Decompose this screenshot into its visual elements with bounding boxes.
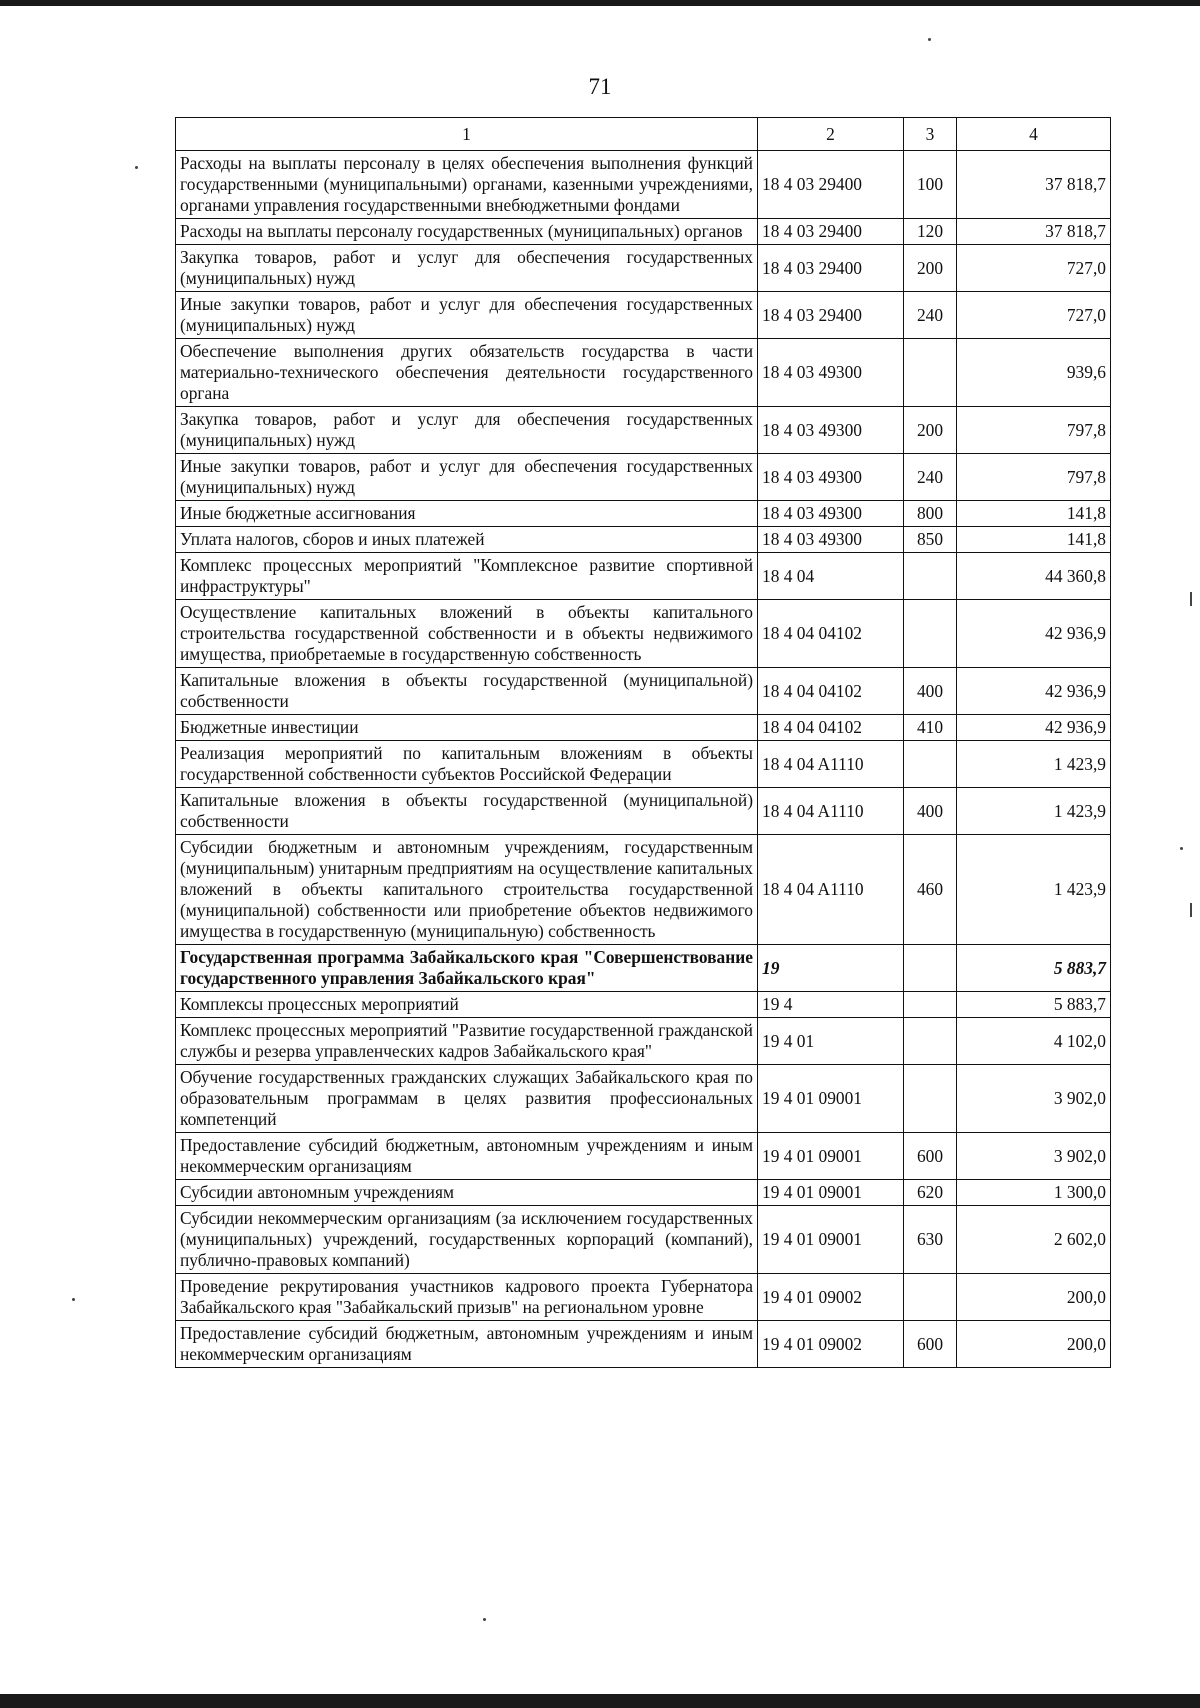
table-row: [176, 788, 1111, 835]
row-sum-cell: 797,8: [957, 407, 1111, 454]
table-row: [176, 407, 1111, 454]
table-row: [176, 1180, 1111, 1206]
row-sum-cell: 3 902,0: [957, 1133, 1111, 1180]
col-header-1: 1: [176, 118, 758, 151]
row-csr-cell: 19 4 01 09001: [758, 1133, 904, 1180]
row-csr-cell: 18 4 03 49300: [758, 454, 904, 501]
row-name-cell: Государственная программа Забайкальского края "Совершенствование государственного управления Забайкальского края": [176, 945, 758, 992]
table-row: [176, 501, 1111, 527]
table-row: [176, 992, 1111, 1018]
row-name-cell: Закупка товаров, работ и услуг для обеспечения государственных (муниципальных) нужд: [176, 245, 758, 292]
scan-speck: [483, 1618, 486, 1621]
row-vr-cell: [904, 992, 957, 1018]
scan-mark: [1190, 903, 1192, 917]
row-vr-cell: 410: [904, 715, 957, 741]
row-csr-cell: 19 4 01 09001: [758, 1065, 904, 1133]
scan-edge-bottom: [0, 1694, 1200, 1708]
row-csr-cell: 18 4 04 04102: [758, 715, 904, 741]
table-row: [176, 339, 1111, 407]
row-name-cell: Проведение рекрутирования участников кадрового проекта Губернатора Забайкальского края "Забайкальский призыв" на региональном уровне: [176, 1274, 758, 1321]
row-name-cell: Предоставление субсидий бюджетным, автономным учреждениям и иным некоммерческим организациям: [176, 1133, 758, 1180]
row-vr-cell: 240: [904, 292, 957, 339]
row-vr-cell: 600: [904, 1133, 957, 1180]
table-row: [176, 835, 1111, 945]
row-csr-cell: 18 4 04 A1110: [758, 835, 904, 945]
row-sum-cell: 5 883,7: [957, 945, 1111, 992]
row-csr-cell: 18 4 04 A1110: [758, 741, 904, 788]
row-vr-cell: 400: [904, 668, 957, 715]
row-sum-cell: 4 102,0: [957, 1018, 1111, 1065]
row-vr-cell: 630: [904, 1206, 957, 1274]
row-csr-cell: 19 4 01 09001: [758, 1206, 904, 1274]
row-name-cell: Комплексы процессных мероприятий: [176, 992, 758, 1018]
row-name-cell: Бюджетные инвестиции: [176, 715, 758, 741]
row-csr-cell: 19 4 01 09002: [758, 1274, 904, 1321]
row-sum-cell: 141,8: [957, 527, 1111, 553]
row-vr-cell: 800: [904, 501, 957, 527]
table-row: [176, 245, 1111, 292]
row-sum-cell: 37 818,7: [957, 219, 1111, 245]
table-row: [176, 292, 1111, 339]
row-csr-cell: 18 4 03 29400: [758, 151, 904, 219]
row-csr-cell: 18 4 04: [758, 553, 904, 600]
row-vr-cell: 100: [904, 151, 957, 219]
col-header-3: 3: [904, 118, 957, 151]
row-sum-cell: 1 423,9: [957, 835, 1111, 945]
row-csr-cell: 18 4 03 49300: [758, 501, 904, 527]
row-sum-cell: 2 602,0: [957, 1206, 1111, 1274]
row-csr-cell: 19 4: [758, 992, 904, 1018]
row-csr-cell: 18 4 04 04102: [758, 600, 904, 668]
row-name-cell: Осуществление капитальных вложений в объекты капитального строительства государственной собственности и в объекты недвижимого имущества, приобретаемые в государственную собственность: [176, 600, 758, 668]
row-name-cell: Комплекс процессных мероприятий "Развитие государственной гражданской службы и резерва управленческих кадров Забайкальского края": [176, 1018, 758, 1065]
table-row: [176, 1065, 1111, 1133]
row-vr-cell: 200: [904, 245, 957, 292]
scan-mark: [1190, 592, 1192, 606]
row-sum-cell: 37 818,7: [957, 151, 1111, 219]
row-name-cell: Обучение государственных гражданских служащих Забайкальского края по образовательным программам в целях развития профессиональных компетенций: [176, 1065, 758, 1133]
row-sum-cell: 200,0: [957, 1274, 1111, 1321]
row-vr-cell: [904, 945, 957, 992]
table-row: [176, 219, 1111, 245]
col-header-2: 2: [758, 118, 904, 151]
row-name-cell: Субсидии некоммерческим организациям (за исключением государственных (муниципальных) учреждений, государственных корпораций (компаний), публично-правовых компаний): [176, 1206, 758, 1274]
table-row: [176, 1018, 1111, 1065]
row-vr-cell: 460: [904, 835, 957, 945]
row-csr-cell: 19 4 01 09002: [758, 1321, 904, 1368]
table-row: [176, 715, 1111, 741]
row-sum-cell: 141,8: [957, 501, 1111, 527]
row-sum-cell: 1 423,9: [957, 741, 1111, 788]
scan-speck: [72, 1298, 75, 1301]
row-sum-cell: 44 360,8: [957, 553, 1111, 600]
row-vr-cell: [904, 339, 957, 407]
row-sum-cell: 1 300,0: [957, 1180, 1111, 1206]
table-row: [176, 1321, 1111, 1368]
row-csr-cell: 18 4 03 49300: [758, 527, 904, 553]
row-csr-cell: 19 4 01 09001: [758, 1180, 904, 1206]
row-vr-cell: 600: [904, 1321, 957, 1368]
row-csr-cell: 18 4 04 A1110: [758, 788, 904, 835]
row-name-cell: Субсидии бюджетным и автономным учреждениям, государственным (муниципальным) унитарным предприятиям на осуществление капитальных вложений в объекты капитального строительства государственной (муниципальной) собственности или приобретение объектов недвижимого имущества в государственную (муниципальную) собственность: [176, 835, 758, 945]
scan-edge-top: [0, 0, 1200, 6]
row-sum-cell: 727,0: [957, 245, 1111, 292]
row-name-cell: Комплекс процессных мероприятий "Комплексное развитие спортивной инфраструктуры": [176, 553, 758, 600]
scan-speck: [135, 166, 138, 169]
table-row: [176, 600, 1111, 668]
table-row: [176, 1206, 1111, 1274]
row-vr-cell: 620: [904, 1180, 957, 1206]
row-name-cell: Капитальные вложения в объекты государственной (муниципальной) собственности: [176, 668, 758, 715]
row-csr-cell: 18 4 04 04102: [758, 668, 904, 715]
row-sum-cell: 42 936,9: [957, 600, 1111, 668]
scan-speck: [1180, 847, 1183, 850]
row-vr-cell: 120: [904, 219, 957, 245]
row-vr-cell: [904, 553, 957, 600]
row-sum-cell: 797,8: [957, 454, 1111, 501]
col-header-4: 4: [957, 118, 1111, 151]
table-row: [176, 527, 1111, 553]
table-row: [176, 668, 1111, 715]
row-vr-cell: [904, 1274, 957, 1321]
header-row: [176, 118, 1111, 151]
row-sum-cell: 727,0: [957, 292, 1111, 339]
row-vr-cell: [904, 1065, 957, 1133]
row-csr-cell: 19: [758, 945, 904, 992]
budget-table: [175, 117, 1111, 1368]
row-sum-cell: 42 936,9: [957, 715, 1111, 741]
table-row: [176, 1274, 1111, 1321]
row-name-cell: Расходы на выплаты персоналу в целях обеспечения выполнения функций государственными (муниципальными) органами, казенными учреждениями, органами управления государственными внебюджетными фондами: [176, 151, 758, 219]
row-name-cell: Уплата налогов, сборов и иных платежей: [176, 527, 758, 553]
row-name-cell: Реализация мероприятий по капитальным вложениям в объекты государственной собственности субъектов Российской Федерации: [176, 741, 758, 788]
table-row: [176, 151, 1111, 219]
row-vr-cell: [904, 1018, 957, 1065]
row-csr-cell: 18 4 03 49300: [758, 407, 904, 454]
table-row: [176, 741, 1111, 788]
row-sum-cell: 1 423,9: [957, 788, 1111, 835]
row-name-cell: Иные бюджетные ассигнования: [176, 501, 758, 527]
row-sum-cell: 939,6: [957, 339, 1111, 407]
row-csr-cell: 19 4 01: [758, 1018, 904, 1065]
row-sum-cell: 3 902,0: [957, 1065, 1111, 1133]
row-sum-cell: 5 883,7: [957, 992, 1111, 1018]
row-vr-cell: [904, 741, 957, 788]
row-name-cell: Расходы на выплаты персоналу государственных (муниципальных) органов: [176, 219, 758, 245]
row-csr-cell: 18 4 03 49300: [758, 339, 904, 407]
scan-speck: [928, 38, 931, 41]
row-name-cell: Капитальные вложения в объекты государственной (муниципальной) собственности: [176, 788, 758, 835]
row-vr-cell: 400: [904, 788, 957, 835]
row-sum-cell: 200,0: [957, 1321, 1111, 1368]
row-vr-cell: [904, 600, 957, 668]
table-row: [176, 454, 1111, 501]
row-name-cell: Субсидии автономным учреждениям: [176, 1180, 758, 1206]
row-name-cell: Иные закупки товаров, работ и услуг для обеспечения государственных (муниципальных) нужд: [176, 454, 758, 501]
row-name-cell: Предоставление субсидий бюджетным, автономным учреждениям и иным некоммерческим организациям: [176, 1321, 758, 1368]
row-csr-cell: 18 4 03 29400: [758, 245, 904, 292]
row-csr-cell: 18 4 03 29400: [758, 292, 904, 339]
row-sum-cell: 42 936,9: [957, 668, 1111, 715]
table-row: [176, 553, 1111, 600]
table-row: [176, 945, 1111, 992]
row-vr-cell: 240: [904, 454, 957, 501]
row-name-cell: Закупка товаров, работ и услуг для обеспечения государственных (муниципальных) нужд: [176, 407, 758, 454]
row-name-cell: Иные закупки товаров, работ и услуг для обеспечения государственных (муниципальных) нужд: [176, 292, 758, 339]
page-number: 71: [588, 74, 612, 99]
row-vr-cell: 850: [904, 527, 957, 553]
row-vr-cell: 200: [904, 407, 957, 454]
table-row: [176, 1133, 1111, 1180]
row-name-cell: Обеспечение выполнения других обязательств государства в части материально-технического обеспечения деятельности государственного органа: [176, 339, 758, 407]
row-csr-cell: 18 4 03 29400: [758, 219, 904, 245]
